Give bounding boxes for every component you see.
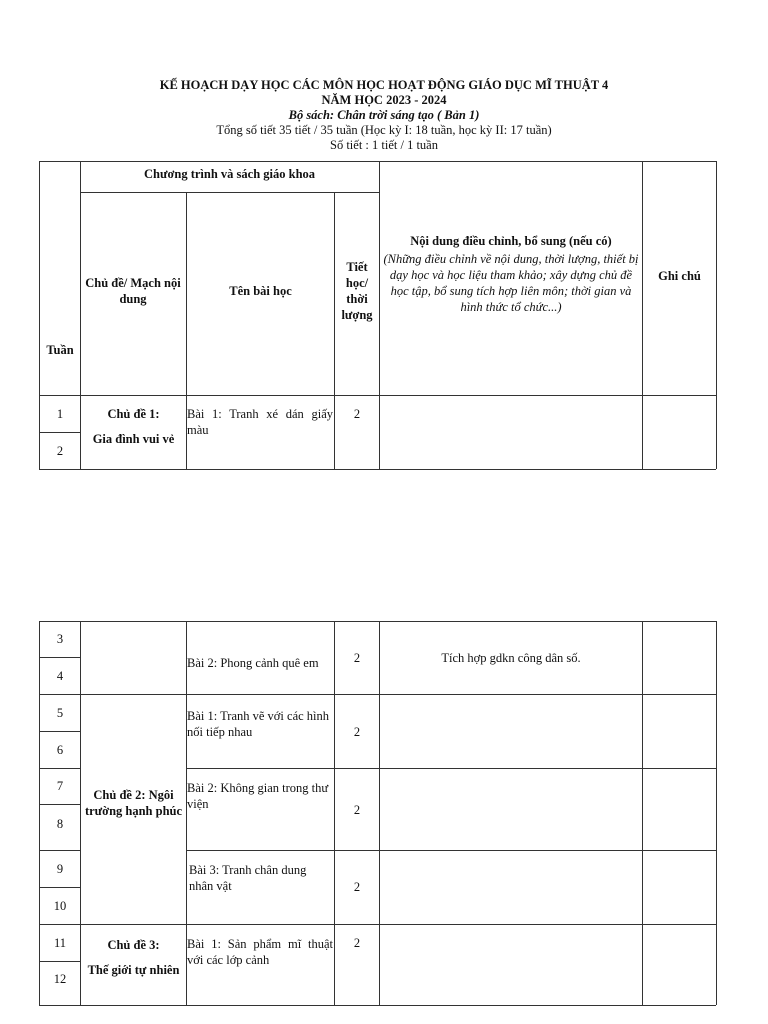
table-border	[39, 924, 716, 925]
topic-2-name: Chủ đề 2: Ngôi trường hạnh phúc	[84, 788, 183, 818]
table-border	[39, 850, 80, 851]
table-border	[80, 161, 81, 469]
table-border	[642, 161, 643, 469]
week-number: 3	[56, 632, 64, 646]
week-number: 7	[56, 779, 64, 793]
table-border	[39, 469, 716, 470]
week-number: 1	[56, 407, 64, 421]
week-number: 5	[56, 706, 64, 720]
header-adjust-title: Nội dung điều chỉnh, bổ sung (nếu có)	[410, 234, 612, 248]
topic-3-title: Chủ đề 3:	[107, 938, 160, 952]
lesson-periods: 2	[353, 725, 361, 739]
school-year: NĂM HỌC 2023 - 2024	[321, 93, 447, 107]
week-number: 8	[56, 817, 64, 831]
table-border	[39, 887, 80, 888]
lesson-periods: 2	[353, 407, 361, 421]
table-border	[379, 161, 380, 469]
header-program: Chương trình và sách giáo khoa	[143, 167, 316, 181]
week-number: 12	[53, 972, 67, 986]
topic-3-name: Thế giới tự nhiên	[87, 963, 180, 977]
week-number: 4	[56, 669, 64, 683]
table-border	[39, 1005, 716, 1006]
table-border	[334, 192, 335, 469]
lesson-name: Bài 2: Phong cảnh quê em	[187, 656, 319, 670]
header-periods: Tiết học/ thời lượng	[341, 260, 373, 322]
topic-1-name: Gia đình vui vẻ	[92, 432, 175, 446]
lesson-periods: 2	[353, 803, 361, 817]
lesson-name: Bài 3: Tranh chân dung nhân vật	[189, 863, 307, 893]
header-topic: Chủ đề/ Mạch nội dung	[85, 276, 181, 306]
week-number: 11	[53, 936, 67, 950]
lesson-periods: 2	[353, 936, 361, 950]
week-number: 6	[56, 743, 64, 757]
table-border	[39, 768, 80, 769]
table-border	[716, 621, 717, 1005]
table-border	[379, 621, 380, 1005]
table-border	[39, 657, 80, 658]
header-adjust-note: (Những điều chỉnh về nội dung, thời lượng, thiết bị dạy học và học liệu tham khảo; xây dựng chủ đề học tập, bổ sung tích hợp liên môn; thời gian và hình thức tổ chức...)	[383, 252, 639, 314]
table-border	[642, 621, 643, 1005]
table-border	[39, 694, 716, 695]
lesson-name: Bài 1: Sản phẩm mĩ thuật với các lớp cảnh	[187, 937, 333, 967]
week-number: 10	[53, 899, 67, 913]
book-series: Bộ sách: Chân trời sáng tạo ( Bản 1)	[288, 108, 480, 122]
table-border	[186, 850, 716, 851]
lesson-name: Bài 2: Không gian trong thư viện	[187, 781, 329, 811]
table-border	[39, 961, 80, 962]
table-border	[39, 161, 40, 469]
header-week: Tuần	[46, 343, 74, 357]
periods-per-week: Số tiết : 1 tiết / 1 tuần	[330, 138, 438, 152]
lesson-periods: 2	[353, 880, 361, 894]
table-border	[39, 161, 716, 162]
table-border	[39, 621, 716, 622]
lesson-name: Bài 1: Tranh xé dán giấy màu	[187, 407, 333, 437]
document-header	[0, 78, 768, 153]
table-border	[39, 731, 80, 732]
lesson-periods: 2	[353, 651, 361, 665]
lesson-name: Bài 1: Tranh vẽ với các hình nối tiếp nhau	[187, 709, 330, 739]
topic-1-title: Chủ đề 1:	[107, 407, 160, 421]
adjustment-note: Tích hợp gdkn công dân số.	[441, 651, 581, 665]
header-notes: Ghi chú	[658, 269, 701, 283]
table-border	[39, 804, 80, 805]
table-border	[39, 395, 716, 396]
week-number: 2	[56, 444, 64, 458]
header-lesson: Tên bài học	[229, 284, 292, 298]
table-border	[186, 768, 716, 769]
table-border	[716, 161, 717, 469]
total-periods: Tổng số tiết 35 tiết / 35 tuần (Học kỳ I: 18 tuần, học kỳ II: 17 tuần)	[216, 123, 552, 137]
document-title: KẾ HOẠCH DẠY HỌC CÁC MÔN HỌC HOẠT ĐỘNG GIÁO DỤC MĨ THUẬT 4	[159, 78, 609, 92]
week-number: 9	[56, 862, 64, 876]
table-border	[39, 432, 80, 433]
